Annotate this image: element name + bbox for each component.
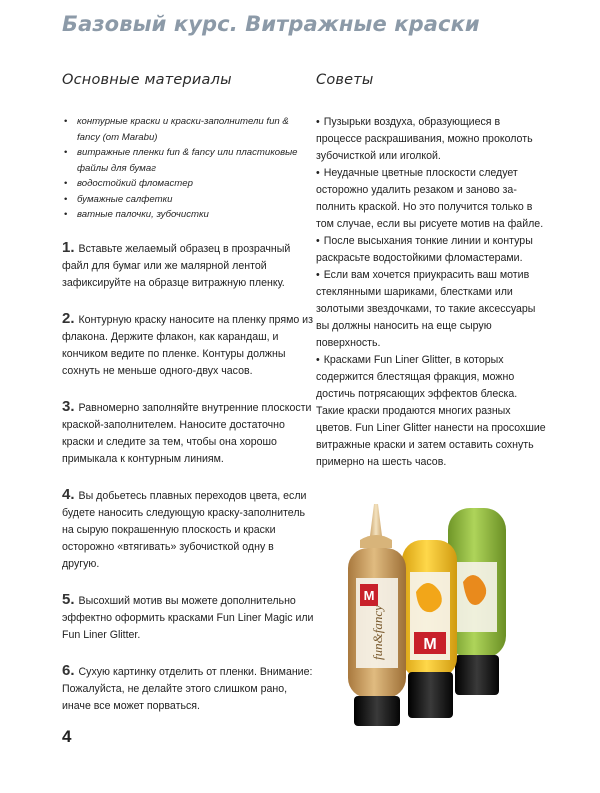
step-number: 3.: [62, 397, 75, 415]
step-2: [62, 310, 314, 380]
step-text: Сухую картинку отделить от пленки. Внимание: Пожалуйста, не делайте этого слишком рано, иначе все может порваться.: [62, 665, 313, 712]
step-3: [62, 398, 314, 468]
material-item: • витражные пленки fun & fancy или пластиковые файлы для бумаг: [62, 145, 314, 176]
tips-heading: Советы: [316, 72, 374, 88]
step-number: 6.: [62, 661, 75, 679]
bullet-icon: •: [316, 235, 320, 247]
tip-text: Неудачные цветные плоскости следует осторожно удалить резаком и заново заполнить краской. Но это получится только в том случае, если вы рисуете мотив на файле.: [316, 167, 544, 230]
step-number: 1.: [62, 238, 75, 256]
tips-column: [316, 72, 548, 471]
step-6: [62, 662, 314, 715]
material-item: • контурные краски и краски-заполнители fun & fancy (от Marabu): [62, 114, 314, 145]
tip-item: [316, 233, 548, 267]
tip-text: Красками Fun Liner Glitter, в которых содержится блестящая фракция, можно достичь потрясающих эффектов блеска. Такие краски продаются многих разных цветов. Fun Liner Glitter нанести на просохшие витражные краски и затем оставить сохнуть примерно на шесть часов.: [316, 354, 546, 468]
bullet-icon: •: [316, 269, 320, 281]
step-4: [62, 486, 314, 573]
step-text: Вы добьетесь плавных переходов цвета, если будете наносить следующую краску-заполнитель на сырую покрашенную плоскость и краски осторожно «втягивать» зубочисткой одну в другую.: [62, 489, 307, 570]
yellow-bottle: [402, 540, 457, 718]
step-text: Высохший мотив вы можете дополнительно эффектно оформить красками Fun Liner Magic или Fun Liner Glitter.: [62, 594, 314, 641]
step-text: Равномерно заполняйте внутренние плоскости краской-заполнителем. Наносите достаточно краски и следите за тем, чтобы она хорошо примыкала к контурным линиям.: [62, 401, 312, 465]
tip-item: [316, 165, 548, 233]
paint-bottles-photo: [330, 500, 545, 730]
step-text: Вставьте желаемый образец в прозрачный файл для бумаг или же малярной лентой зафиксируйте на образце витражную пленку.: [62, 242, 291, 289]
step-5: [62, 591, 314, 644]
label-brand-text: fun&fancy: [370, 605, 385, 660]
bullet-icon: •: [316, 167, 320, 179]
material-item: • бумажные салфетки: [62, 192, 314, 208]
step-1: [62, 239, 314, 292]
bullet-icon: •: [316, 116, 320, 128]
page-number: 4: [62, 727, 72, 746]
step-number: 2.: [62, 309, 75, 327]
tip-text: После высыхания тонкие линии и контуры раскрасьте водостойкими фломастерами.: [316, 235, 533, 264]
tip-text: Если вам хочется приукрасить ваш мотив стеклянными шариками, блестками или золотыми звездочками, то такие аксессуары вы должны наносить на еще сырую поверхность.: [316, 269, 536, 349]
materials-list: [62, 114, 314, 223]
step-text: Контурную краску наносите на пленку прямо из флакона. Держите флакон, как карандаш, и кончиком ведите по пленке. Контуры должны сохнуть не меньше одного-двух часов.: [62, 313, 313, 377]
material-item: • ватные палочки, зубочистки: [62, 207, 314, 223]
tip-text: Пузырьки воздуха, образующиеся в процессе раскрашивания, можно проколоть зубочисткой или иголкой.: [316, 116, 533, 162]
step-number: 5.: [62, 590, 75, 608]
gold-bottle: [348, 504, 406, 726]
bullet-icon: •: [316, 354, 320, 366]
step-number: 4.: [62, 485, 75, 503]
tip-item: [316, 267, 548, 352]
tip-item: [316, 114, 548, 165]
tips-list: [316, 114, 548, 471]
materials-column: [62, 72, 314, 733]
page-title: Базовый курс. Витражные краски: [62, 12, 480, 36]
material-item: • водостойкий фломастер: [62, 176, 314, 192]
tip-item: [316, 352, 548, 471]
materials-heading: Основные материалы: [62, 72, 232, 88]
logo-letter: M: [423, 636, 437, 653]
logo-letter: M: [363, 588, 375, 603]
